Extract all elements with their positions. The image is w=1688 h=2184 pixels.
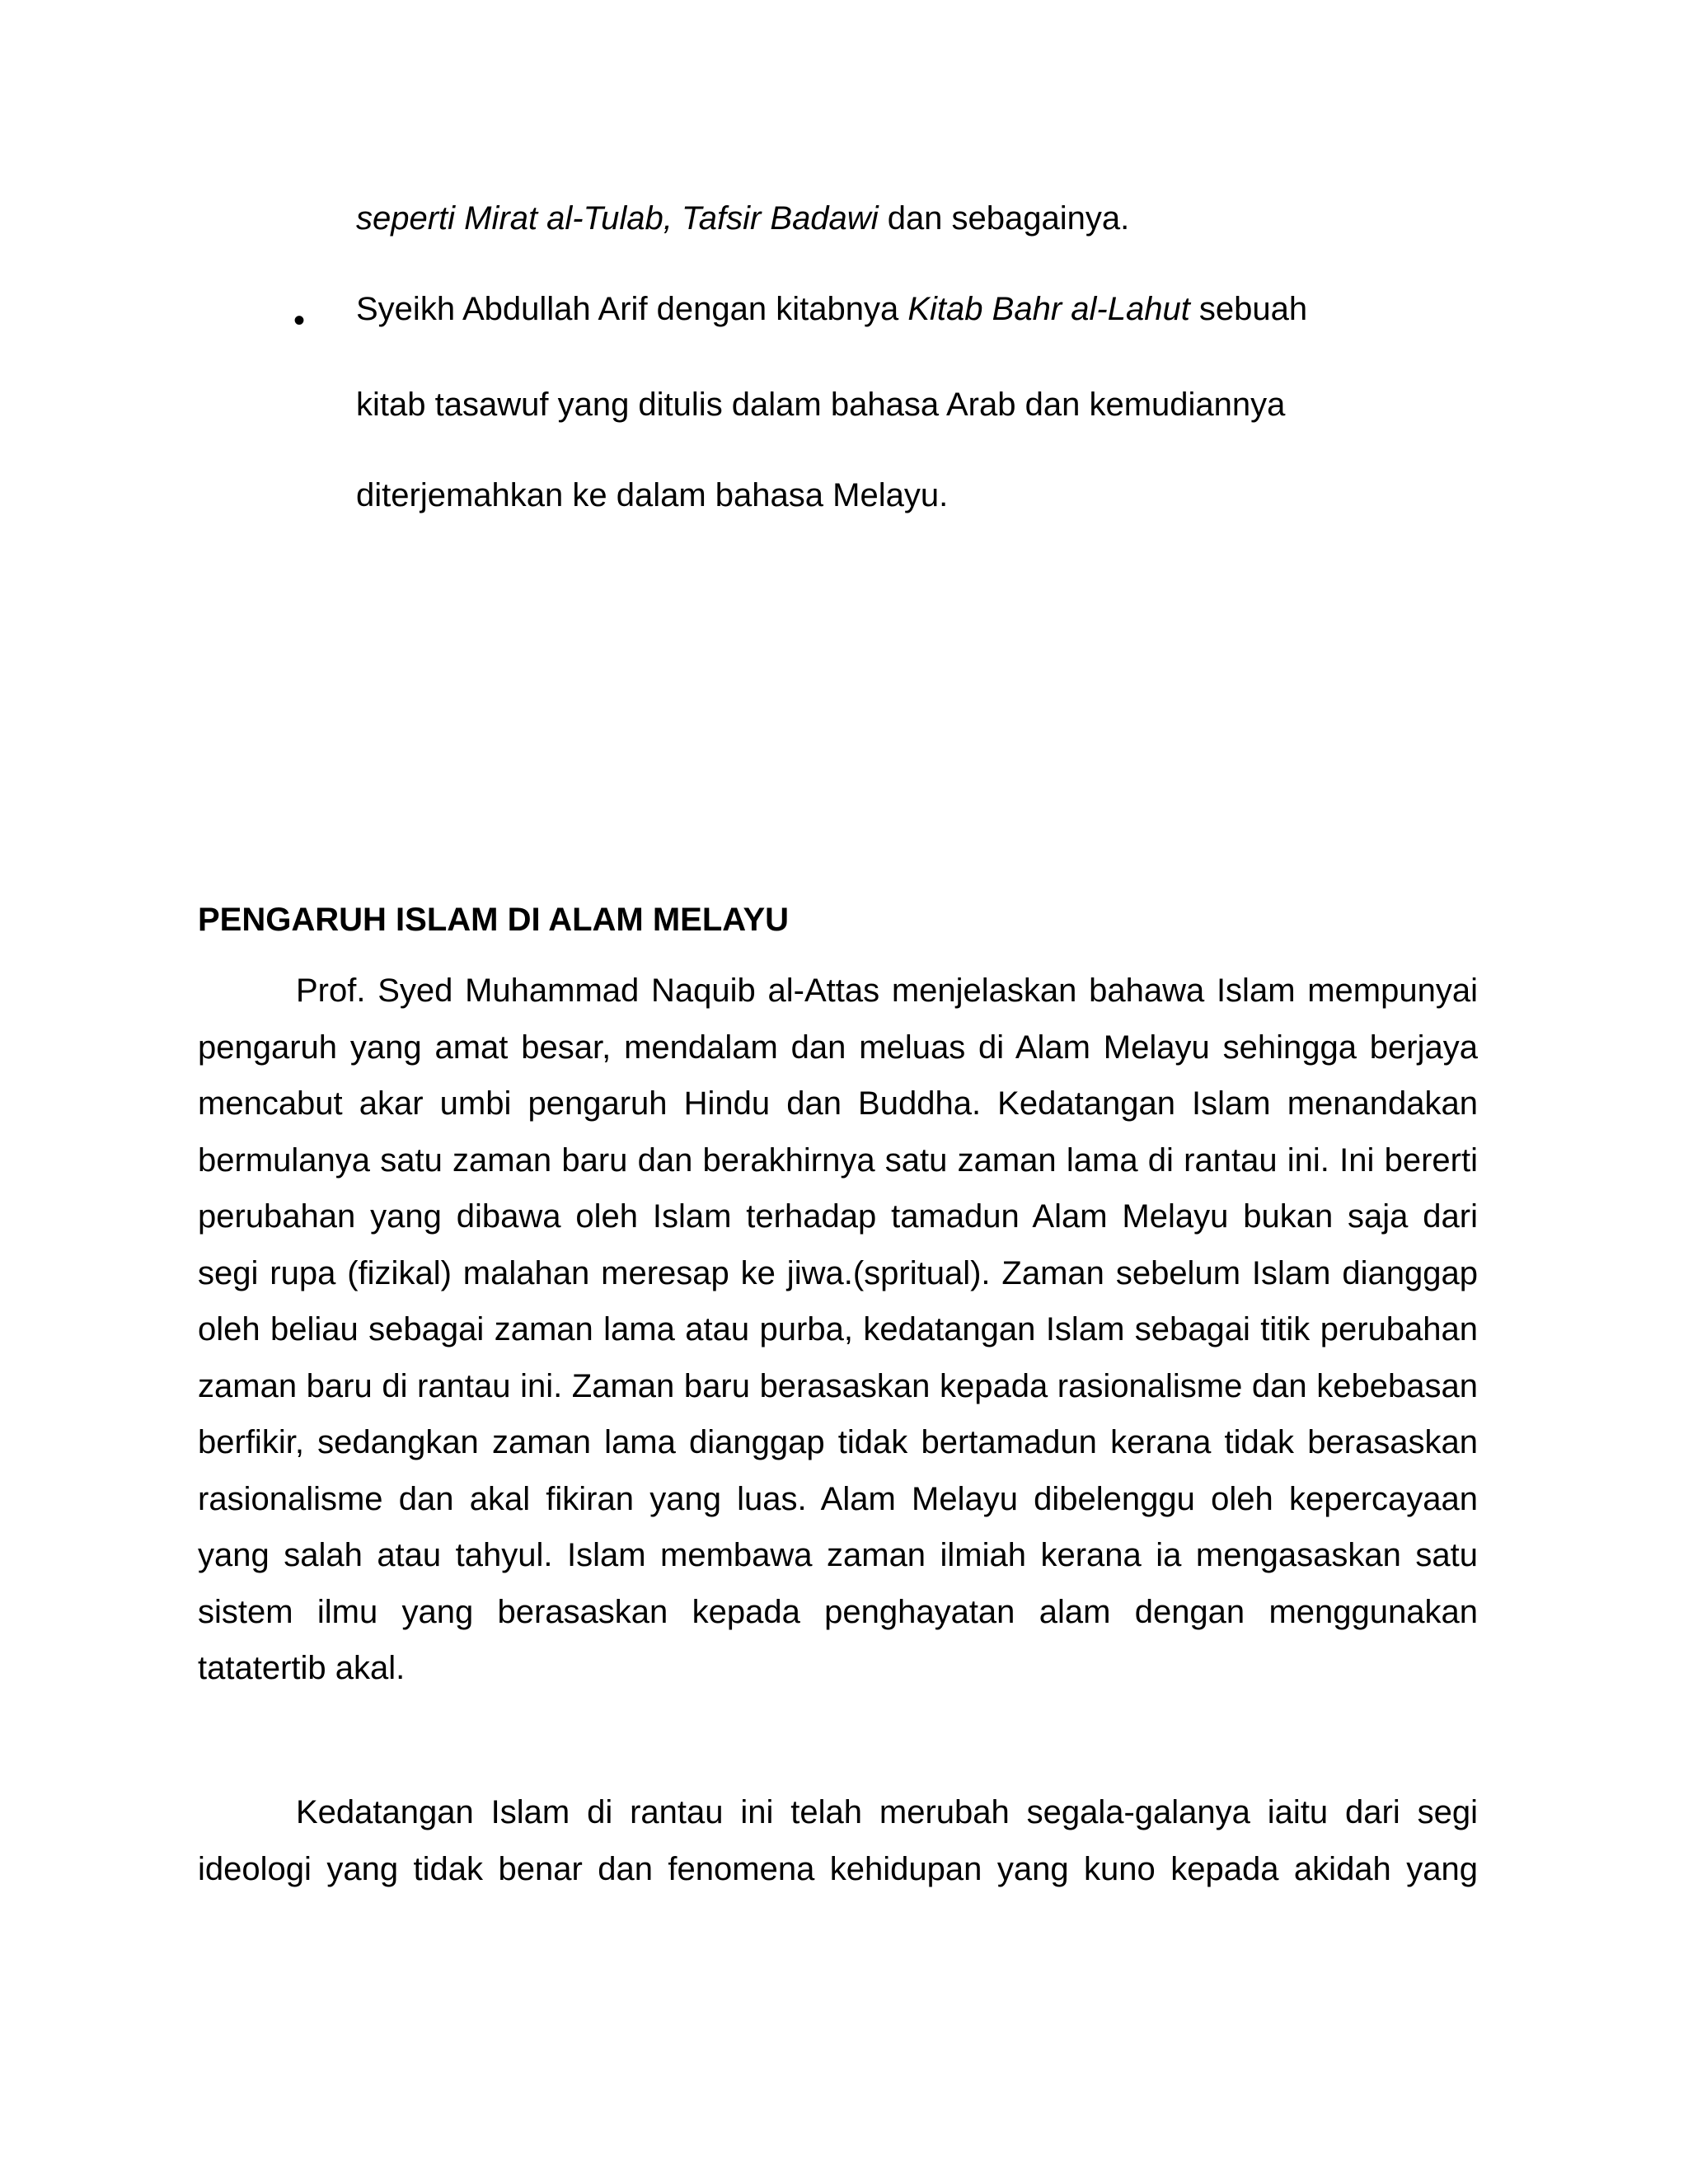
carryover-line	[356, 199, 1129, 238]
section-heading: PENGARUH ISLAM DI ALAM MELAYU	[198, 902, 790, 938]
bullet-icon: •	[293, 302, 306, 339]
bullet-line-3: diterjemahkan ke dalam bahasa Melayu.	[356, 477, 949, 513]
italic-book-titles: seperti Mirat al-Tulab, Tafsir Badawi	[356, 200, 879, 237]
bullet-line-2: kitab tasawuf yang ditulis dalam bahasa Arab dan kemudiannya	[356, 387, 1286, 423]
carryover-tail: dan sebagainya.	[878, 200, 1130, 237]
italic-kitab-title: Kitab Bahr al-Lahut	[907, 291, 1190, 327]
paragraph-2: Kedatangan Islam di rantau ini telah merubah segala-galanya iaitu dari segi ideologi yang tidak benar dan fenomena kehidupan yang kuno kepada akidah yang	[198, 1794, 1478, 1887]
paragraph-1: Prof. Syed Muhammad Naquib al-Attas menjelaskan bahawa Islam mempunyai pengaruh yang amat besar, mendalam dan meluas di Alam Melayu sehingga berjaya mencabut akar umbi pengaruh Hindu dan Buddha. Kedatangan Islam menandakan bermulanya satu zaman baru dan berakhirnya satu zaman lama di rantau ini. Ini bererti perubahan yang dibawa oleh Islam terhadap tamadun Alam Melayu bukan saja dari segi rupa (fizikal) malahan meresap ke jiwa.(spritual). Zaman sebelum Islam dianggap oleh beliau sebagai zaman lama atau purba, kedatangan Islam sebagai titik perubahan zaman baru di rantau ini. Zaman baru berasaskan kepada rasionalisme dan kebebasan berfikir, sedangkan zaman lama dianggap tidak bertamadun kerana tidak berasaskan rasionalisme dan akal fikiran yang luas. Alam Melayu dibelenggu oleh kepercayaan yang salah atau tahyul. Islam membawa zaman ilmiah kerana ia mengasaskan satu sistem ilmu yang berasaskan kepada penghayatan alam dengan menggunakan tatatertib akal.	[198, 972, 1478, 1686]
bullet-line-1	[356, 289, 1307, 329]
bullet-line-1-text: Syeikh Abdullah Arif dengan kitabnya	[356, 291, 908, 327]
bullet-line-1-tail: sebuah	[1189, 291, 1308, 327]
